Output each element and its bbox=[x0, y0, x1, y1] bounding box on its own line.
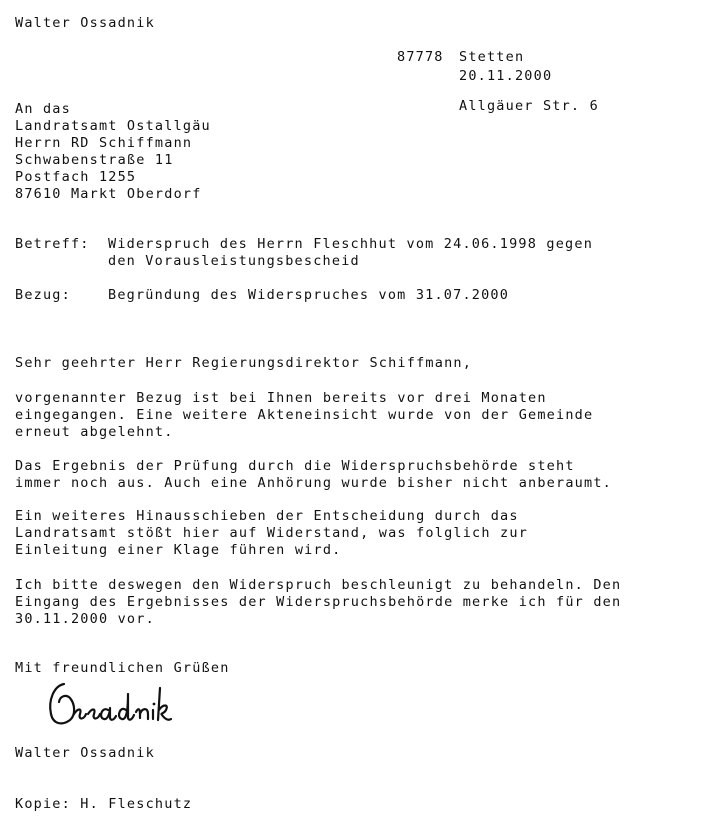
sender-city-line bbox=[397, 49, 599, 66]
paragraph-line: Ein weiteres Hinausschieben der Entscheidung durch das bbox=[15, 508, 519, 524]
recipient-line: 87610 Markt Oberdorf bbox=[15, 186, 202, 202]
paragraph-line: Ich bitte deswegen den Widerspruch beschleunigt zu behandeln. Den bbox=[15, 577, 622, 593]
paragraph-line: Eingang des Ergebnisses der Widerspruchsbehörde merke ich für den bbox=[15, 594, 622, 610]
body-paragraph bbox=[15, 577, 621, 628]
paragraph-line: immer noch aus. Auch eine Anhörung wurde bisher nicht anberaumt. bbox=[15, 475, 612, 491]
paragraph-line: erneut abgelehnt. bbox=[15, 424, 174, 440]
reference-label: Bezug: bbox=[15, 287, 71, 303]
recipient-line: An das bbox=[15, 101, 71, 117]
subject-label: Betreff: bbox=[15, 236, 90, 252]
body-paragraph bbox=[15, 508, 528, 559]
subject-line bbox=[15, 236, 593, 270]
sender-city: Stetten bbox=[459, 49, 525, 65]
handwritten-signature bbox=[42, 674, 172, 732]
reference-line bbox=[15, 287, 509, 304]
subject-text: Widerspruch des Herrn Fleschhut vom 24.06.1998 gegen bbox=[108, 236, 594, 252]
recipient-address bbox=[15, 101, 211, 203]
paragraph-line: Das Ergebnis der Prüfung durch die Widerspruchsbehörde steht bbox=[15, 458, 575, 474]
paragraph-line: 30.11.2000 vor. bbox=[15, 611, 155, 627]
sender-street: Allgäuer Str. 6 bbox=[459, 98, 599, 114]
closing-phrase: Mit freundlichen Grüßen bbox=[15, 660, 230, 676]
paragraph-line: vorgenannter Bezug ist bei Ihnen bereits vor drei Monaten bbox=[15, 390, 547, 406]
paragraph-line: Landratsamt stößt hier auf Widerstand, was folglich zur bbox=[15, 525, 529, 541]
salutation: Sehr geehrter Herr Regierungsdirektor Schiffmann, bbox=[15, 355, 473, 371]
recipient-line: Schwabenstraße 11 bbox=[15, 152, 174, 168]
paragraph-line: eingegangen. Eine weitere Akteneinsicht wurde von der Gemeinde bbox=[15, 407, 594, 423]
reference-text: Begründung des Widerspruches vom 31.07.2000 bbox=[108, 287, 510, 303]
paragraph-line: Einleitung einer Klage führen wird. bbox=[15, 542, 342, 558]
subject-text: den Vorausleistungsbescheid bbox=[108, 253, 360, 269]
body-paragraph bbox=[15, 458, 612, 492]
recipient-line: Herrn RD Schiffmann bbox=[15, 135, 193, 151]
recipient-line: Postfach 1255 bbox=[15, 169, 137, 185]
body-paragraph bbox=[15, 390, 593, 441]
sender-zip: 87778 bbox=[397, 49, 444, 65]
copy-recipient: Kopie: H. Fleschutz bbox=[15, 796, 193, 812]
sender-name: Walter Ossadnik bbox=[15, 15, 155, 31]
signer-name: Walter Ossadnik bbox=[15, 745, 155, 761]
letter-date: 20.11.2000 bbox=[459, 68, 553, 84]
recipient-line: Landratsamt Ostallgäu bbox=[15, 118, 211, 134]
sender-street-line bbox=[397, 98, 599, 115]
